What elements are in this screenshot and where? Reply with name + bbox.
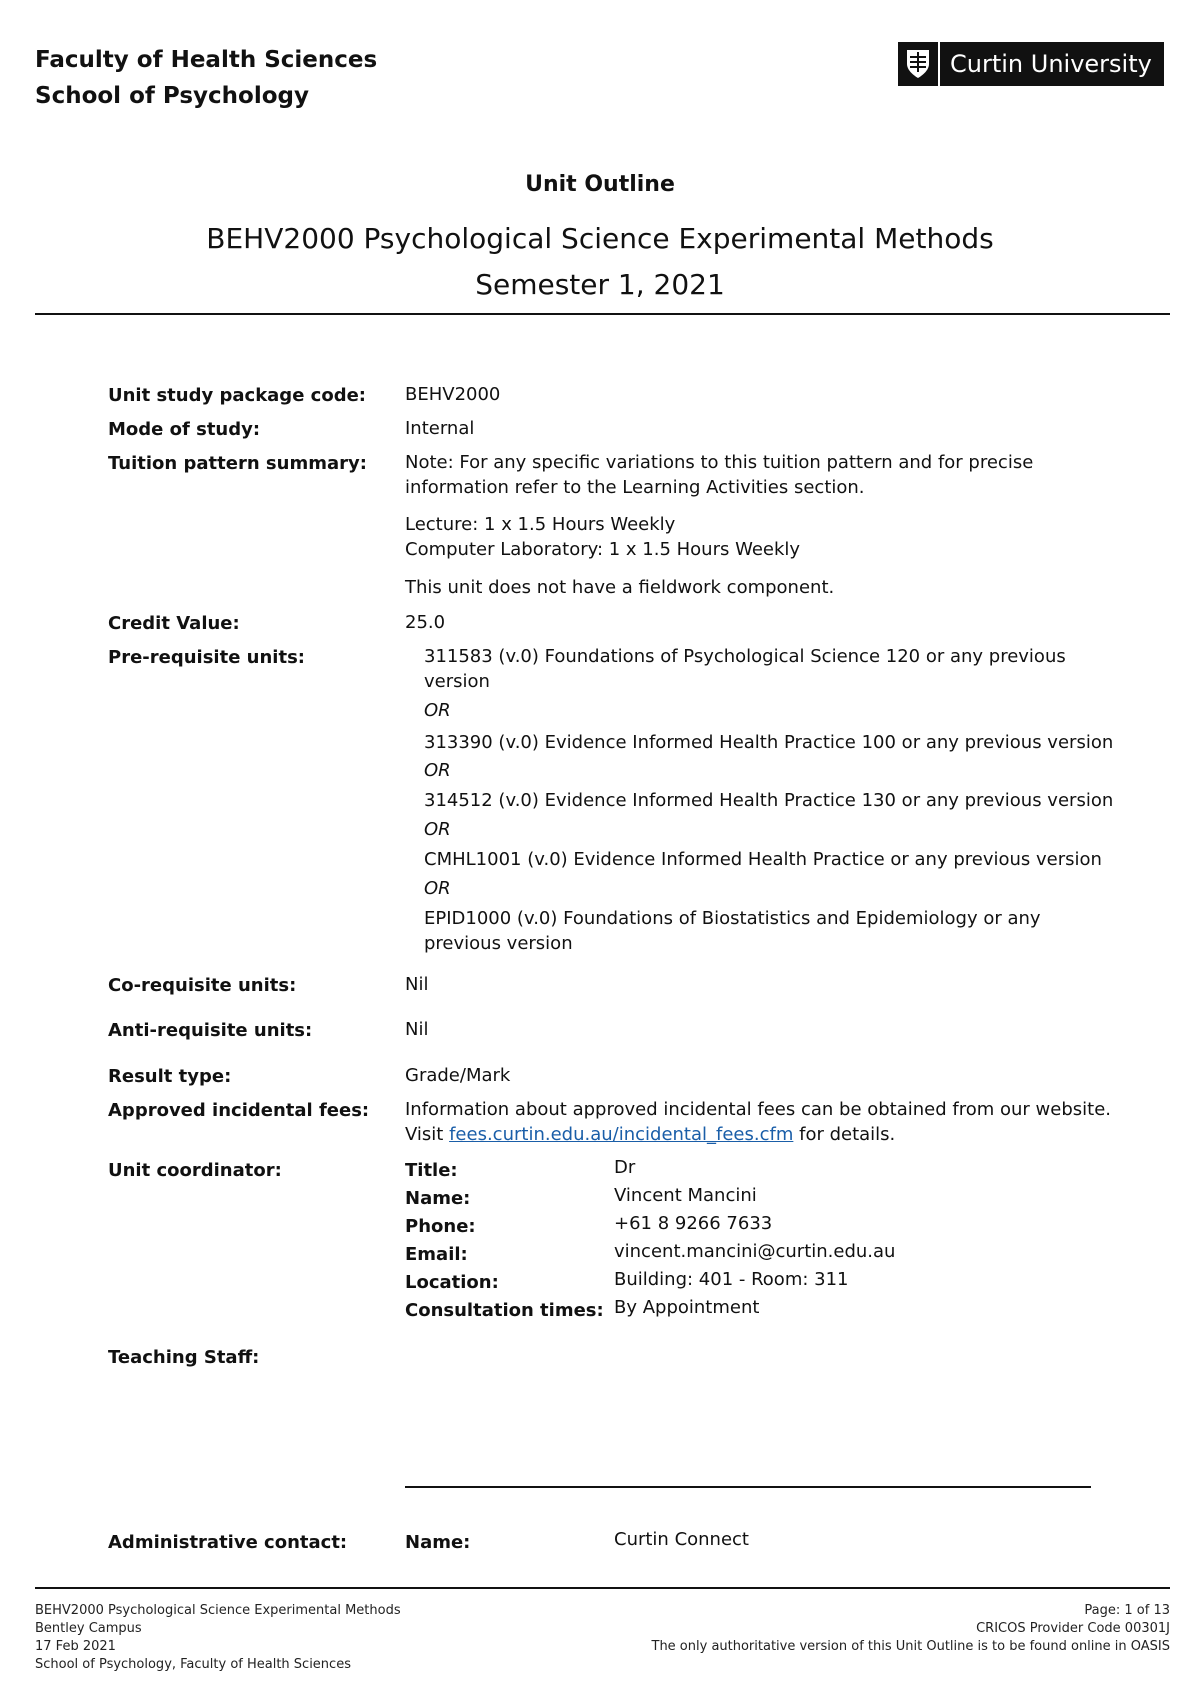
crest-icon <box>898 42 940 86</box>
tuition-label: Tuition pattern summary: <box>108 453 367 474</box>
school-name: School of Psychology <box>35 83 309 109</box>
curtin-logo <box>898 42 1164 86</box>
credit-label: Credit Value: <box>108 613 240 634</box>
credit-value: 25.0 <box>405 612 446 633</box>
footer-cricos: CRICOS Provider Code 00301J <box>976 1621 1170 1636</box>
teaching-staff-label: Teaching Staff: <box>108 1347 260 1368</box>
or-separator: OR <box>424 819 451 840</box>
prereq-item: 311583 (v.0) Foundations of Psychological Science 120 or any previous <box>424 646 1066 667</box>
coord-email-value: vincent.mancini@curtin.edu.au <box>614 1241 896 1262</box>
coord-phone-label: Phone: <box>405 1216 476 1237</box>
faculty-name: Faculty of Health Sciences <box>35 47 378 73</box>
tuition-lab: Computer Laboratory: 1 x 1.5 Hours Weekly <box>405 539 801 560</box>
coreq-value: Nil <box>405 974 429 995</box>
admin-name-label: Name: <box>405 1532 471 1553</box>
prereq-item: previous version <box>424 933 573 954</box>
or-separator: OR <box>424 760 451 781</box>
footer-date: 17 Feb 2021 <box>35 1639 116 1654</box>
admin-name-value: Curtin Connect <box>614 1529 749 1550</box>
fees-visit-text: Visit <box>405 1124 444 1145</box>
fees-line-1: Information about approved incidental fees can be obtained from our website. <box>405 1099 1111 1120</box>
footer-page: Page: 1 of 13 <box>1084 1603 1170 1618</box>
prereq-item: EPID1000 (v.0) Foundations of Biostatistics and Epidemiology or any <box>424 908 1041 929</box>
prereq-item: 313390 (v.0) Evidence Informed Health Practice 100 or any previous version <box>424 732 1114 753</box>
footer-authority: The only authoritative version of this Unit Outline is to be found online in OASIS <box>651 1639 1170 1654</box>
coord-phone-value: +61 8 9266 7633 <box>614 1213 773 1234</box>
antireq-label: Anti-requisite units: <box>108 1020 313 1041</box>
coordinator-label: Unit coordinator: <box>108 1160 282 1181</box>
footer-campus: Bentley Campus <box>35 1621 142 1636</box>
fees-after-text: for details. <box>799 1124 896 1145</box>
fees-label: Approved incidental fees: <box>108 1100 370 1121</box>
prereq-item: version <box>424 671 490 692</box>
footer-right <box>652 1602 1171 1656</box>
footer-unit: BEHV2000 Psychological Science Experimental Methods <box>35 1603 401 1618</box>
coord-consult-label: Consultation times: <box>405 1300 604 1321</box>
coord-consult-value: By Appointment <box>614 1297 760 1318</box>
admin-label: Administrative contact: <box>108 1532 348 1553</box>
doc-title: Unit Outline <box>525 172 675 197</box>
document-header <box>35 42 377 114</box>
mode-label: Mode of study: <box>108 419 261 440</box>
prereq-item: 314512 (v.0) Evidence Informed Health Practice 130 or any previous version <box>424 790 1114 811</box>
antireq-value: Nil <box>405 1019 429 1040</box>
teaching-staff-divider <box>405 1486 1091 1488</box>
footer-left <box>35 1602 401 1674</box>
coord-title-label: Title: <box>405 1160 458 1181</box>
incidental-fees-link[interactable]: fees.curtin.edu.au/incidental_fees.cfm <box>449 1124 794 1145</box>
coreq-label: Co-requisite units: <box>108 975 297 996</box>
result-value: Grade/Mark <box>405 1065 511 1086</box>
result-label: Result type: <box>108 1066 232 1087</box>
or-separator: OR <box>424 878 451 899</box>
coord-location-value: Building: 401 - Room: 311 <box>614 1269 849 1290</box>
tuition-lecture: Lecture: 1 x 1.5 Hours Weekly <box>405 514 676 535</box>
or-separator: OR <box>424 700 451 721</box>
logo-text: Curtin University <box>950 50 1152 78</box>
mode-value: Internal <box>405 418 475 439</box>
fees-line-2 <box>405 1122 895 1147</box>
unit-title: BEHV2000 Psychological Science Experimental Methods <box>206 222 994 255</box>
code-label: Unit study package code: <box>108 385 366 406</box>
tuition-note-2: information refer to the Learning Activities section. <box>405 477 865 498</box>
coord-name-label: Name: <box>405 1188 471 1209</box>
title-divider <box>35 313 1170 315</box>
coord-title-value: Dr <box>614 1157 636 1178</box>
footer-divider <box>35 1587 1170 1589</box>
coord-location-label: Location: <box>405 1272 499 1293</box>
prereq-label: Pre-requisite units: <box>108 647 305 668</box>
prereq-item: CMHL1001 (v.0) Evidence Informed Health Practice or any previous version <box>424 849 1102 870</box>
coord-email-label: Email: <box>405 1244 468 1265</box>
tuition-fieldwork: This unit does not have a fieldwork component. <box>405 577 835 598</box>
footer-school: School of Psychology, Faculty of Health Sciences <box>35 1657 351 1672</box>
coord-name-value: Vincent Mancini <box>614 1185 757 1206</box>
tuition-note-1: Note: For any specific variations to this tuition pattern and for precise <box>405 452 1034 473</box>
code-value: BEHV2000 <box>405 384 501 405</box>
semester: Semester 1, 2021 <box>475 268 725 301</box>
